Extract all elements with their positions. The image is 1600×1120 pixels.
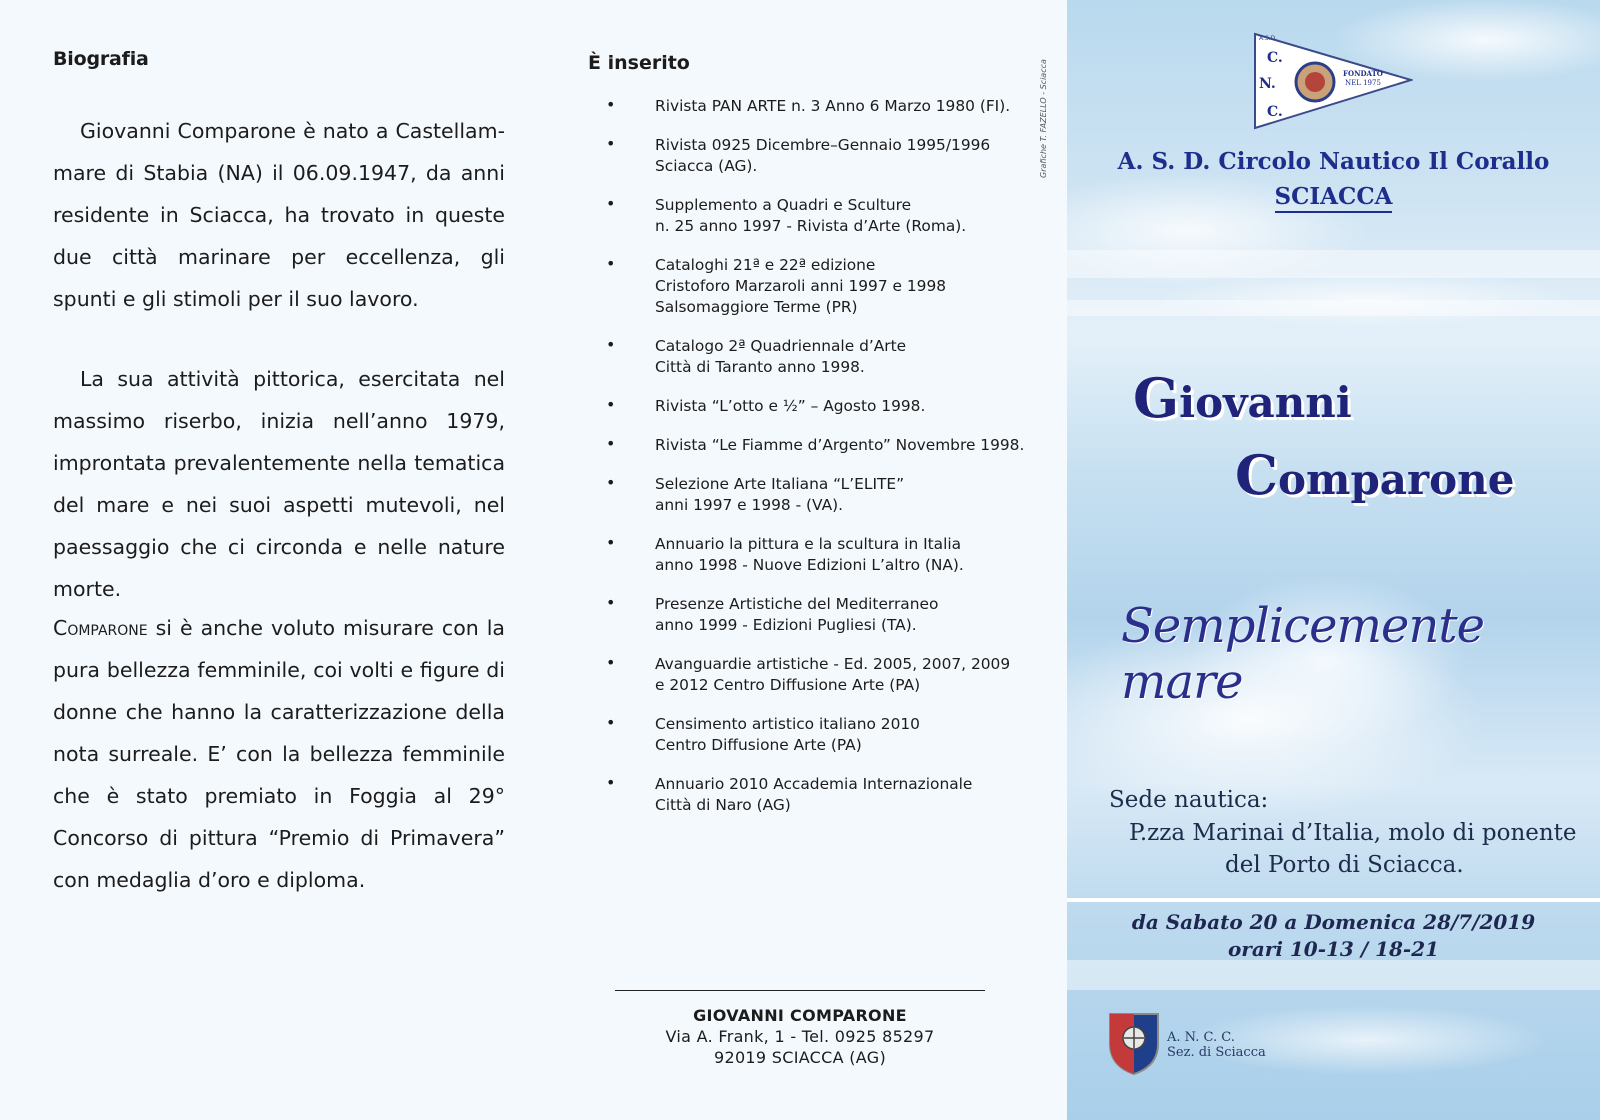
publication-item: [606, 435, 1026, 456]
club-city: [1067, 183, 1600, 210]
artist-first-rest: iovanni: [1179, 378, 1352, 427]
bullet-icon: •: [606, 395, 616, 414]
pennant-letter-c2: C.: [1267, 104, 1283, 120]
publication-text: Rivista “Le Fiamme d’Argento” Novembre 1998.: [655, 436, 1025, 454]
exhibition-subtitle: Semplicemente mare: [1121, 598, 1485, 710]
publication-item: [606, 654, 1026, 696]
publication-text: Censimento artistico italiano 2010 Centro Diffusione Arte (PA): [655, 715, 920, 754]
publications-heading: È inserito: [588, 52, 690, 74]
pennant-founded-1: FONDATO: [1343, 69, 1383, 78]
publication-item: [606, 594, 1026, 636]
venue-address-line-1: P.zza Marinai d’Italia, molo di ponente: [1129, 820, 1577, 846]
bullet-icon: •: [606, 713, 616, 732]
bullet-icon: •: [606, 533, 616, 552]
exhibition-dates: da Sabato 20 a Domenica 28/7/2019: [1131, 910, 1536, 934]
cover-panel: [1067, 0, 1600, 1120]
contact-block: [615, 1005, 985, 1068]
publication-item: [606, 474, 1026, 516]
publication-item: [606, 135, 1026, 177]
ancc-line-2: Sez. di Sciacca: [1167, 1045, 1266, 1060]
bullet-icon: •: [606, 95, 616, 114]
publication-text: Rivista “L’otto e ½” – Agosto 1998.: [655, 397, 926, 415]
bullet-icon: •: [606, 773, 616, 792]
bullet-icon: •: [606, 473, 616, 492]
publication-text: Cataloghi 21ª e 22ª edizione Cristoforo Marzaroli anni 1997 e 1998 Salsomaggiore Terme (PR): [655, 256, 947, 316]
ancc-line-1: A. N. C. C.: [1167, 1030, 1235, 1045]
printer-credit: Grafiche T. FAZELLO - Sciacca: [1039, 59, 1048, 178]
bullet-icon: •: [606, 653, 616, 672]
venue-address-line-2: del Porto di Sciacca.: [1225, 852, 1464, 878]
contact-divider: [615, 990, 985, 991]
ancc-label: [1167, 1030, 1266, 1060]
club-pennant-logo: [1253, 32, 1413, 132]
artist-first-initial: G: [1133, 366, 1180, 430]
artist-last-initial: C: [1235, 443, 1278, 507]
contact-city: 92019 SCIACCA (AG): [713, 1048, 887, 1067]
publication-item: [606, 774, 1026, 816]
publication-item: [606, 96, 1026, 117]
biography-paragraph-1: Giovanni Comparone è nato a Castellammare di Stabia (NA) il 06.09.1947, da anni residente in Sciacca, ha trovato in queste due città marinare per eccellenza, gli spunti e gli stimoli per il suo lavoro.: [53, 119, 505, 311]
biography-paragraph-3: [53, 607, 505, 901]
pennant-letter-n: N.: [1259, 76, 1276, 92]
biography-paragraph-3-text: si è anche voluto misurare con la pura bellezza femminile, coi volti e figure di donne che hanno la caratterizzazione della nota surreale. E’ con la bellezza femminile che è stato premiato in Foggia al 29° Concorso di pittura “Premio di Primavera” con medaglia d’oro e diploma.: [53, 616, 505, 892]
artist-first-name: [1133, 366, 1352, 430]
contact-address: Via A. Frank, 1 - Tel. 0925 85297: [665, 1027, 935, 1046]
artist-last-name: [1235, 443, 1514, 507]
contact-name: GIOVANNI COMPARONE: [693, 1006, 907, 1025]
pennant-top-text: A.S.D.: [1259, 35, 1278, 42]
bullet-icon: •: [606, 134, 616, 153]
biography-panel: [0, 0, 560, 1120]
ancc-shield-icon: [1107, 1010, 1161, 1076]
white-divider: [1067, 898, 1600, 902]
bullet-icon: •: [606, 434, 616, 453]
bullet-icon: •: [606, 254, 616, 273]
publication-item: [606, 714, 1026, 756]
publication-item: [606, 255, 1026, 318]
club-city-text: SCIACCA: [1275, 183, 1393, 213]
publication-text: Presenze Artistiche del Mediterraneo anno 1999 - Edizioni Pugliesi (TA).: [655, 595, 939, 634]
artist-surname-smallcaps: Comparone: [53, 616, 148, 640]
publication-item: [606, 396, 1026, 417]
sea-wave-band: [1067, 960, 1600, 990]
publication-text: Rivista PAN ARTE n. 3 Anno 6 Marzo 1980 (FI).: [655, 97, 1011, 115]
bullet-icon: •: [606, 194, 616, 213]
publication-item: [606, 534, 1026, 576]
publication-text: Supplemento a Quadri e Sculture n. 25 anno 1997 - Rivista d’Arte (Roma).: [655, 196, 967, 235]
publication-text: Rivista 0925 Dicembre–Gennaio 1995/1996 Sciacca (AG).: [655, 136, 991, 175]
exhibition-hours: orari 10-13 / 18-21: [1227, 937, 1440, 961]
bullet-icon: •: [606, 593, 616, 612]
publication-text: Avanguardie artistiche - Ed. 2005, 2007, 2009 e 2012 Centro Diffusione Arte (PA): [655, 655, 1011, 694]
sea-wave-band: [1067, 300, 1600, 316]
artist-last-rest: omparone: [1277, 455, 1515, 504]
biography-paragraph-2: La sua attività pittorica, esercitata nel massimo riserbo, inizia nell’anno 1979, improntata prevalentemente nella tematica del mare e nei suoi aspetti mutevoli, nel paessaggio che ci circonda e nelle nature morte.: [53, 367, 505, 601]
venue-label: Sede nautica:: [1109, 787, 1269, 813]
biography-heading: Biografia: [53, 48, 149, 70]
publication-item: [606, 336, 1026, 378]
sea-wave-band: [1067, 250, 1600, 278]
publication-text: Annuario la pittura e la scultura in Italia anno 1998 - Nuove Edizioni L’altro (NA).: [655, 535, 964, 574]
publication-text: Annuario 2010 Accademia Internazionale Città di Naro (AG): [655, 775, 973, 814]
publications-list: [606, 96, 1026, 816]
pennant-founded-2: NEL 1975: [1345, 79, 1381, 87]
club-name: A. S. D. Circolo Nautico Il Corallo: [1117, 148, 1550, 175]
publication-text: Catalogo 2ª Quadriennale d’Arte Città di Taranto anno 1998.: [655, 337, 907, 376]
publication-item: [606, 195, 1026, 237]
publication-text: Selezione Arte Italiana “L’ELITE” anni 1997 e 1998 - (VA).: [655, 475, 905, 514]
bullet-icon: •: [606, 335, 616, 354]
pennant-letter-c: C.: [1267, 50, 1283, 66]
